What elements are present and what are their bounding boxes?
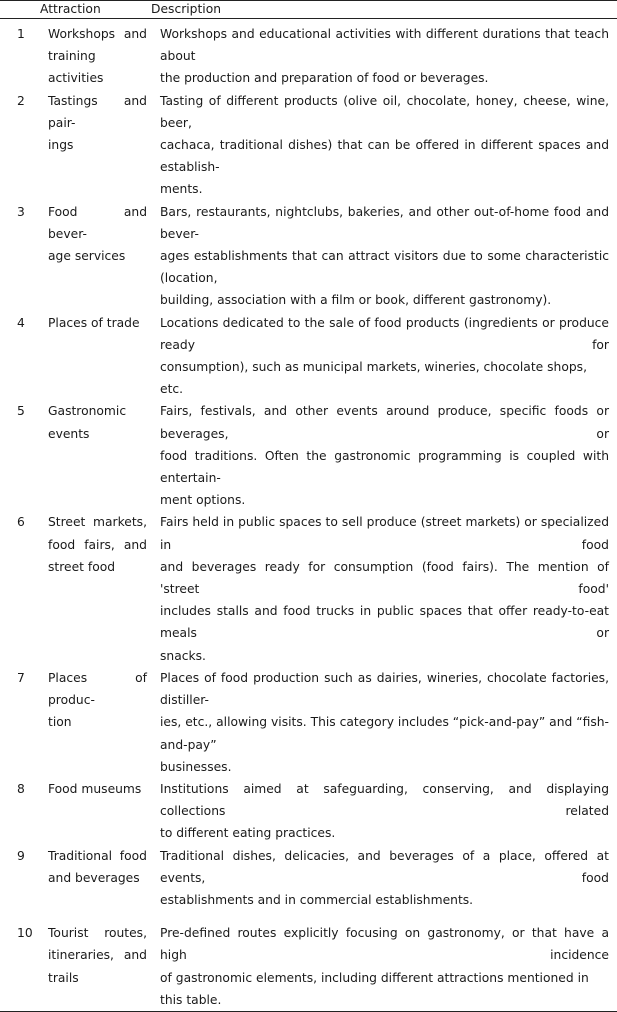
row-attraction: Food museums <box>48 781 142 796</box>
table-row <box>0 90 617 201</box>
header-description: Description <box>151 2 222 16</box>
row-description: Pre-defined routes explicitly focusing on gastronomy, or that have a high incidence of gastronomic elements, including different attractions mentioned in this table. <box>160 926 609 1007</box>
table-row <box>0 511 617 666</box>
row-number: 1 <box>17 27 25 41</box>
table-row <box>0 845 617 912</box>
table-row <box>0 911 617 1011</box>
row-number: 3 <box>17 204 25 219</box>
table-row <box>0 201 617 312</box>
row-attraction: Food and bever- age services <box>48 204 147 264</box>
row-attraction: Gastronomic events <box>48 404 127 441</box>
table-header-row <box>0 1 617 19</box>
row-description: Fairs held in public spaces to sell produce (street markets) or specialized in food and beverages ready for consumption (food fairs). The mention of 'street food' includes stalls and food trucks in public spaces that offer ready-to-eat meals or snacks. <box>160 515 609 663</box>
row-number: 2 <box>17 93 25 108</box>
row-description: Places of food production such as dairies, wineries, chocolate factories, distiller- ies, etc., allowing visits. This category includes “pick-and-pay” and “fish-and-pay” businesses. <box>160 670 609 774</box>
row-description: Institutions aimed at safeguarding, conserving, and displaying collections related to different eating practices. <box>160 781 609 841</box>
row-number: 9 <box>17 848 25 863</box>
row-description: Workshops and educational activities with different durations that teach about the production and preparation of food or beverages. <box>160 27 609 86</box>
table-row <box>0 667 617 778</box>
table-row <box>0 19 617 90</box>
row-attraction: Places of produc- tion <box>48 670 147 730</box>
row-description: Fairs, festivals, and other events around produce, specific foods or beverages, or food traditions. Often the gastronomic programming is coupled with entertain- ment options. <box>160 404 609 508</box>
row-number: 5 <box>17 404 25 419</box>
row-attraction: Tastings and pair- ings <box>48 93 147 153</box>
row-attraction: Tourist routes, itineraries, and trails <box>48 926 147 985</box>
table-row <box>0 778 617 845</box>
row-number: 6 <box>17 515 25 530</box>
row-attraction: Workshops and training activities <box>48 27 147 86</box>
row-number: 8 <box>17 781 25 796</box>
row-attraction: Traditional food and beverages <box>48 848 147 885</box>
row-attraction: Street markets, food fairs, and street food <box>48 515 147 574</box>
row-description: Bars, restaurants, nightclubs, bakeries, and other out-of-home food and bever- ages establishments that can attract visitors due to some characteristic (location, building, association with a film or book, different gastronomy). <box>160 204 609 308</box>
table-body <box>0 19 617 1012</box>
row-number: 4 <box>17 315 25 330</box>
row-number: 7 <box>17 670 25 685</box>
table-row <box>0 312 617 401</box>
row-description: Traditional dishes, delicacies, and beverages of a place, offered at events, food establishments and in commercial establishments. <box>160 848 609 907</box>
row-attraction: Places of trade <box>48 315 140 330</box>
header-attraction: Attraction <box>40 2 101 16</box>
table-row <box>0 400 617 511</box>
row-description: Locations dedicated to the sale of food products (ingredients or produce ready for consumption), such as municipal markets, wineries, chocolate shops, etc. <box>160 315 609 397</box>
row-number: 10 <box>17 926 33 941</box>
header-number <box>0 1 40 19</box>
row-description: Tasting of different products (olive oil, chocolate, honey, cheese, wine, beer, cachaca, traditional dishes) that can be offered in different spaces and establish- ments. <box>160 93 609 197</box>
